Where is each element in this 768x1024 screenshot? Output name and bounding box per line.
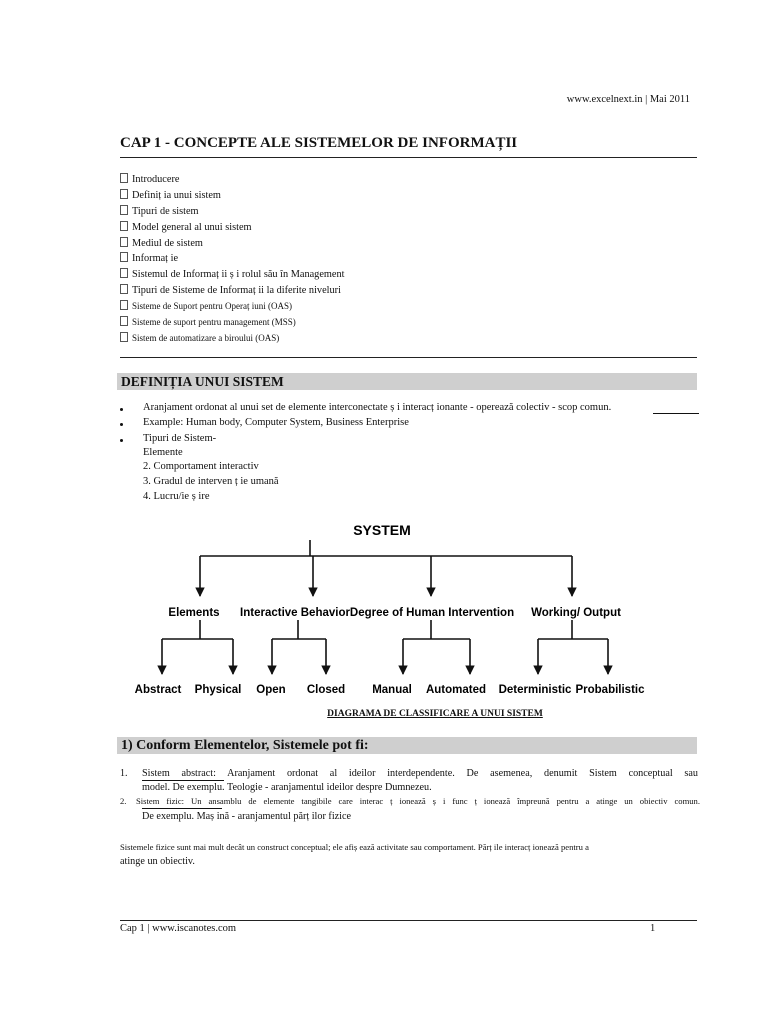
example-bullet: Example: Human body, Computer System, Business Enterprise [143, 417, 409, 428]
diagram-node-working-output: Working/ Output [531, 607, 621, 619]
sublist-item: 4. Lucru/ie ș ire [143, 491, 210, 502]
toc-item: Model general al unui sistem [120, 220, 680, 236]
list-number: 1. [120, 768, 128, 779]
checkbox-icon [120, 237, 128, 247]
underline-mark [653, 404, 699, 414]
checkbox-icon [120, 300, 128, 310]
checkbox-icon [120, 221, 128, 231]
physical-systems-paragraph-end: atinge un obiectiv. [120, 856, 195, 867]
checkbox-icon [120, 205, 128, 215]
classification-diagram [120, 512, 680, 704]
checkbox-icon [120, 173, 128, 183]
section-rule [120, 357, 697, 358]
diagram-node-human-intervention: Degree of Human Intervention [349, 607, 515, 619]
physical-system-line: Sistem fizic: Un ansamblu de elemente tangibile care interac ț ionează ș i func ț ionează împreună pentru a atinge un obiectiv comun. [136, 796, 700, 806]
table-of-contents [120, 172, 680, 347]
diagram-leaf-closed: Closed [306, 684, 346, 696]
physical-systems-paragraph: Sistemele fizice sunt mai mult decât un construct conceptual; ele afiș ează activitate sau comportament. Părț ile interacț ionează pentru a [120, 842, 589, 852]
diagram-leaf-probabilistic: Probabilistic [575, 684, 645, 696]
sublist-item: 3. Gradul de interven ț ie umană [143, 476, 279, 487]
toc-item: Tipuri de Sisteme de Informaț ii la diferite niveluri [120, 283, 680, 299]
diagram-leaf-open: Open [256, 684, 286, 696]
footer-rule [120, 920, 697, 921]
types-bullet: Tipuri de Sistem- [143, 433, 217, 444]
diagram-root-label: SYSTEM [353, 522, 411, 538]
sublist-item: Elemente [143, 447, 183, 458]
list-number: 2. [120, 796, 127, 806]
checkbox-icon [120, 284, 128, 294]
abstract-system-line: Sistem abstract: Aranjament ordonat al ideilor interdependente. De asemenea, denumit Sistem conceptual sau [142, 768, 698, 779]
checkbox-icon [120, 252, 128, 262]
toc-item: Tipuri de sistem [120, 204, 680, 220]
checkbox-icon [120, 332, 128, 342]
checkbox-icon [120, 316, 128, 326]
bullet-icon [120, 423, 123, 426]
toc-item: Informaț ie [120, 251, 680, 267]
section-heading-band [117, 373, 697, 390]
term-underline [142, 808, 222, 809]
footer-text: Cap 1 | www.iscanotes.com [120, 923, 237, 934]
abstract-system-example: model. De exemplu. Teologie - aranjamentul ideilor despre Dumnezeu. [142, 782, 432, 793]
toc-item: Mediul de sistem [120, 236, 680, 252]
diagram-leaf-physical: Physical [194, 684, 242, 696]
diagram-node-elements: Elements [168, 607, 220, 619]
section-heading-band [117, 737, 697, 754]
title-rule [120, 157, 697, 158]
toc-item: Definiț ia unui sistem [120, 188, 680, 204]
definition-list [120, 402, 700, 512]
checkbox-icon [120, 268, 128, 278]
diagram-leaf-deterministic: Deterministic [498, 684, 572, 696]
toc-item: Sisteme de Suport pentru Operaț iuni (OAS) [120, 299, 680, 315]
header-site-date: www.excelnext.in | Mai 2011 [566, 94, 690, 105]
physical-system-example: De exemplu. Maș ină - aranjamentul părț ilor fizice [142, 811, 352, 822]
diagram-leaf-automated: Automated [425, 684, 487, 696]
diagram-leaf-manual: Manual [372, 684, 412, 696]
checkbox-icon [120, 189, 128, 199]
bullet-icon [120, 408, 123, 411]
toc-item: Sistemul de Informaț ii ș i rolul său în Management [120, 267, 680, 283]
toc-item: Sistem de automatizare a biroului (OAS) [120, 331, 680, 347]
page-number: 1 [650, 923, 656, 934]
section-heading: 1) Conform Elementelor, Sistemele pot fi: [121, 738, 369, 753]
section-heading: DEFINIȚIA UNUI SISTEM [121, 374, 284, 389]
toc-item: Sisteme de suport pentru management (MSS) [120, 315, 680, 331]
sublist-item: 2. Comportament interactiv [143, 461, 259, 472]
bullet-icon [120, 439, 123, 442]
definition-bullet: Aranjament ordonat al unui set de elemente interconectate ș i interacț ionante - operează colectiv - scop comun. [143, 402, 612, 413]
chapter-title: CAP 1 - CONCEPTE ALE SISTEMELOR DE INFORMAȚII [120, 135, 518, 151]
diagram-caption: DIAGRAMA DE CLASSIFICARE A UNUI SISTEM [327, 709, 543, 719]
toc-item: Introducere [120, 172, 680, 188]
term-underline [142, 780, 224, 781]
diagram-node-interactive-behavior: Interactive Behavior [240, 607, 350, 619]
diagram-leaf-abstract: Abstract [134, 684, 182, 696]
